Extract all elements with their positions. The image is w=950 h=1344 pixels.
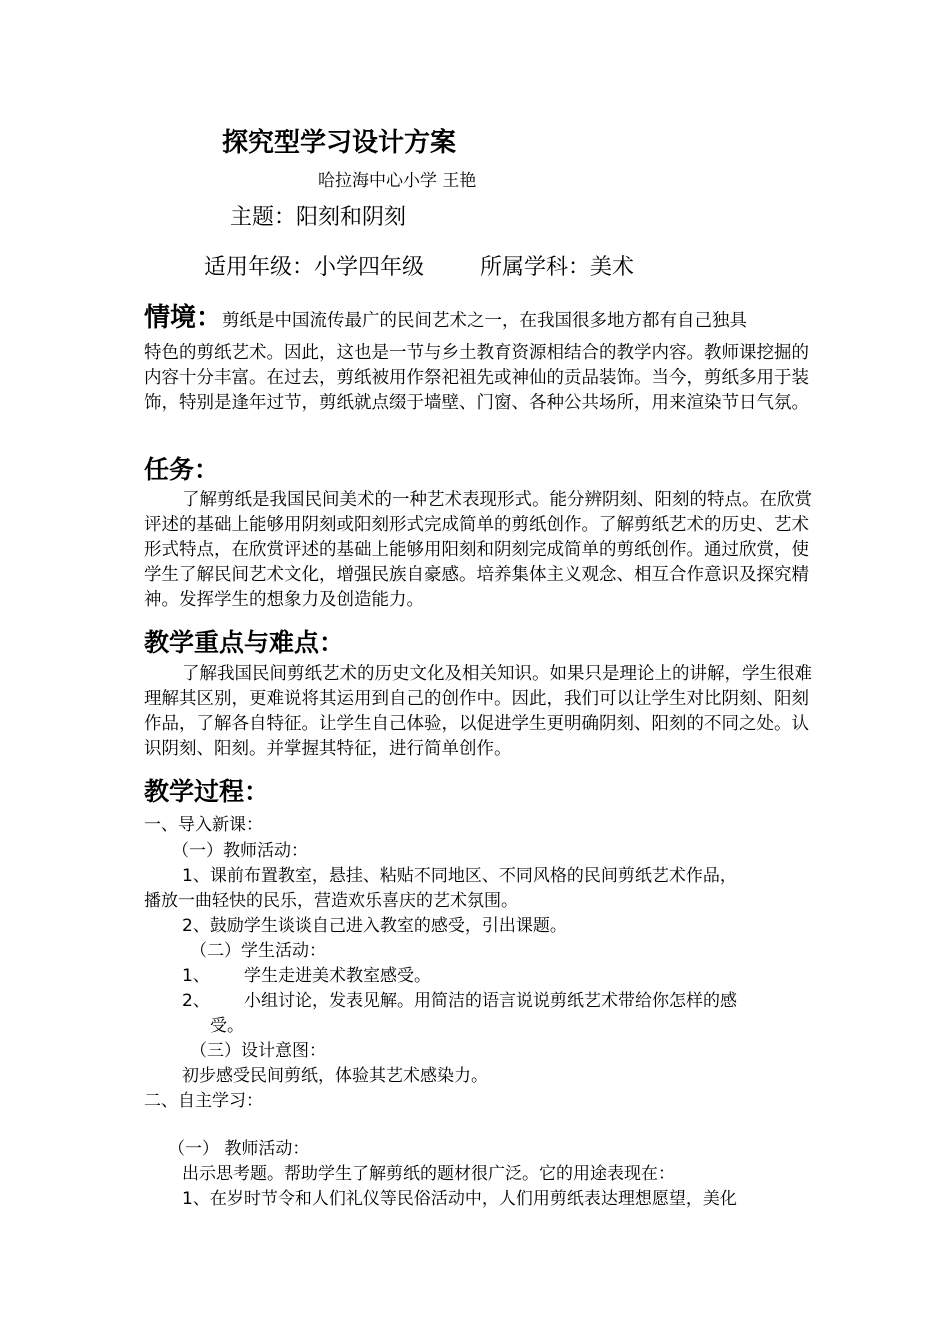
author-line: 哈拉海中心小学 王艳 — [318, 171, 477, 191]
task-body: 了解剪纸是我国民间美术的一种艺术表现形式。能分辨阴刻、阳刻的特点。在欣赏评述的基础上能够用阴刻或阳刻形式完成简单的剪纸创作。了解剪纸艺术的历史、艺术形式特点，在欣赏评述的基础上能够用阳刻和阴刻完成简单的剪纸创作。通过欣赏，使学生了解民间艺术文化，增强民族自豪感。培养集体主义观念、相互合作意识及探究精神。发挥学生的想象力及创造能力。 — [144, 490, 812, 610]
document-title: 探究型学习设计方案 — [222, 128, 457, 158]
situation-heading: 情境： — [144, 303, 223, 333]
section-1-student-num-2: 2、 — [182, 991, 210, 1011]
section-2-teacher-intro: 出示思考题。帮助学生了解剪纸的题材很广泛。它的用途表现在： — [182, 1164, 675, 1184]
situation-body: 特色的剪纸艺术。因此，这也是一节与乡土教育资源相结合的教学内容。教师课挖掘的内容十分丰富。在过去，剪纸被用作祭祀祖先或神仙的贡品装饰。当今，剪纸多用于装饰，特别是逢年过节，剪纸就点缀于墙壁、门窗、各种公共场所，用来渲染节日气氛。 — [144, 343, 809, 413]
section-2-title: 二、自主学习： — [144, 1091, 263, 1111]
topic-line: 主题：阳刻和阴刻 — [230, 205, 407, 230]
grade-line: 适用年级：小学四年级 — [204, 255, 425, 280]
keypoints-heading: 教学重点与难点： — [144, 628, 345, 657]
process-heading: 教学过程： — [144, 777, 270, 806]
task-heading: 任务： — [144, 455, 220, 484]
subject-line: 所属学科：美术 — [480, 255, 635, 280]
keypoints-body: 了解我国民间剪纸艺术的历史文化及相关知识。如果只是理论上的讲解，学生很难理解其区别，更难说将其运用到自己的创作中。因此，我们可以让学生对比阴刻、阳刻作品，了解各自特征。让学生自己体验，以促进学生更明确阴刻、阳刻的不同之处。认识阴刻、阳刻。并掌握其特征，进行简单创作。 — [144, 664, 812, 759]
section-1-student-item-2: 小组讨论，发表见解。用简洁的语言说说剪纸艺术带给你怎样的感 — [244, 991, 737, 1011]
section-1-student-item-2-cont: 受。 — [210, 1016, 244, 1036]
situation-first-line: 剪纸是中国流传最广的民间艺术之一，在我国很多地方都有自己独具 — [222, 311, 748, 331]
section-1-intent: （三）设计意图： — [190, 1041, 326, 1061]
section-1-teacher-item-1-cont: 播放一曲轻快的民乐，营造欢乐喜庆的艺术氛围。 — [144, 891, 518, 911]
section-1-intent-text: 初步感受民间剪纸，体验其艺术感染力。 — [182, 1066, 488, 1086]
section-1-title: 一、导入新课： — [144, 815, 263, 835]
section-1-teacher-item-1: 1、课前布置教室，悬挂、粘贴不同地区、不同风格的民间剪纸艺术作品， — [182, 866, 737, 886]
section-1-student-num-1: 1、 — [182, 966, 210, 986]
situation-section — [144, 300, 814, 416]
section-1-teacher: （一）教师活动： — [172, 841, 308, 861]
section-2-teacher: （一） 教师活动： — [168, 1139, 310, 1159]
section-2-teacher-item-1: 1、在岁时节令和人们礼仪等民俗活动中，人们用剪纸表达理想愿望，美化 — [182, 1189, 737, 1209]
section-1-student-item-1: 学生走进美术教室感受。 — [244, 966, 431, 986]
section-1-student: （二）学生活动： — [190, 941, 326, 961]
section-1-teacher-item-2: 2、鼓励学生谈谈自己进入教室的感受，引出课题。 — [182, 916, 567, 936]
